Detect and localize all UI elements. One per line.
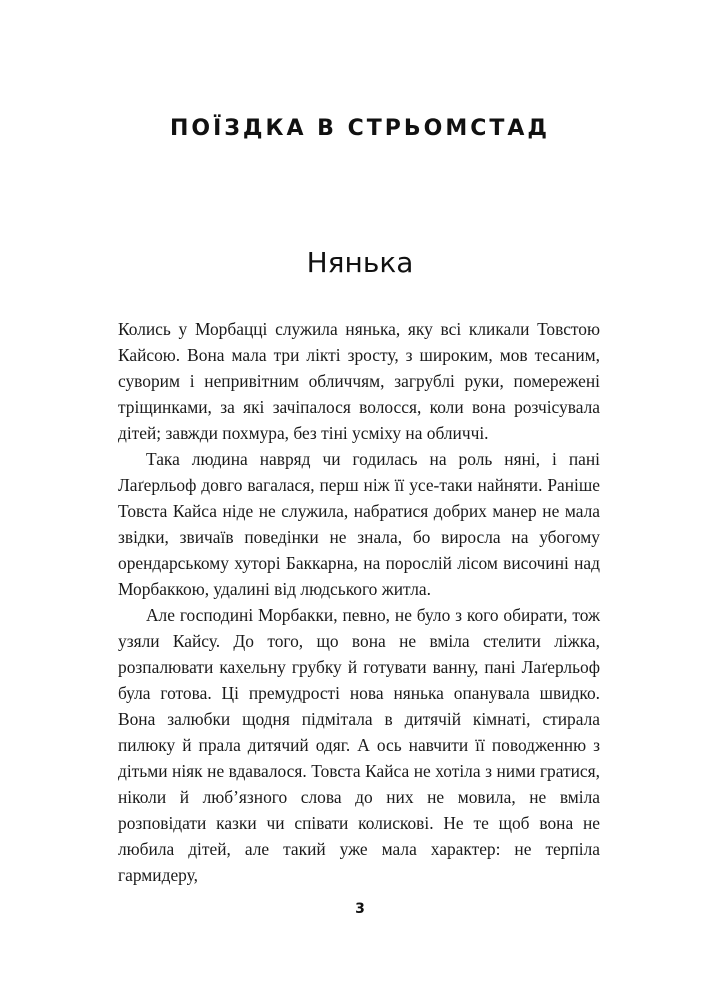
chapter-title: Нянька	[306, 246, 414, 279]
part-title: ПОЇЗДКА В СТРЬОМСТАД	[169, 116, 551, 141]
paragraph: Така людина навряд чи годилась на роль няні, і пані Лаґерльоф довго вагалася, перш ніж її усе-таки найняти. Раніше Товста Кайса ніде не служила, набратися добрих манер не мала звідки, звичаїв поведінки не знала, бо виросла на убогому орендарському хуторі Баккарна, на порослій лісом височині над Морбаккою, удалині від людського житла.	[118, 449, 600, 599]
page-number: 3	[355, 901, 365, 917]
paragraph: Але господині Морбакки, певно, не було з кого обирати, тож узяли Кайсу. До того, що вона не вміла стелити ліжка, розпалювати кахельну грубку й готувати ванну, пані Лаґерльоф була готова. Ці премудрості нова нянька опанувала швидко. Вона залюбки щодня підмітала в дитячій кімнаті, стирала пилюку й прала дитячий одяг. А ось навчити її поводженню з дітьми ніяк не вдавалося. Товста Кайса не хотіла з ними гратися, ніколи й люб’язного слова до них не мовила, не вміла розповідати казки чи співати колискові. Не те щоб вона не любила дітей, але такий уже мала характер: не терпіла гармидеру,	[118, 605, 600, 885]
paragraph: Колись у Морбацці служила нянька, яку всі кликали Товстою Кайсою. Вона мала три лікті зросту, з широким, мов тесаним, суворим і непривітним обличчям, загрублі руки, помережені тріщинками, за які зачіпалося волосся, коли вона розчісувала дітей; завжди похмура, без тіні усміху на обличчі.	[118, 319, 600, 443]
body-text	[118, 316, 600, 888]
